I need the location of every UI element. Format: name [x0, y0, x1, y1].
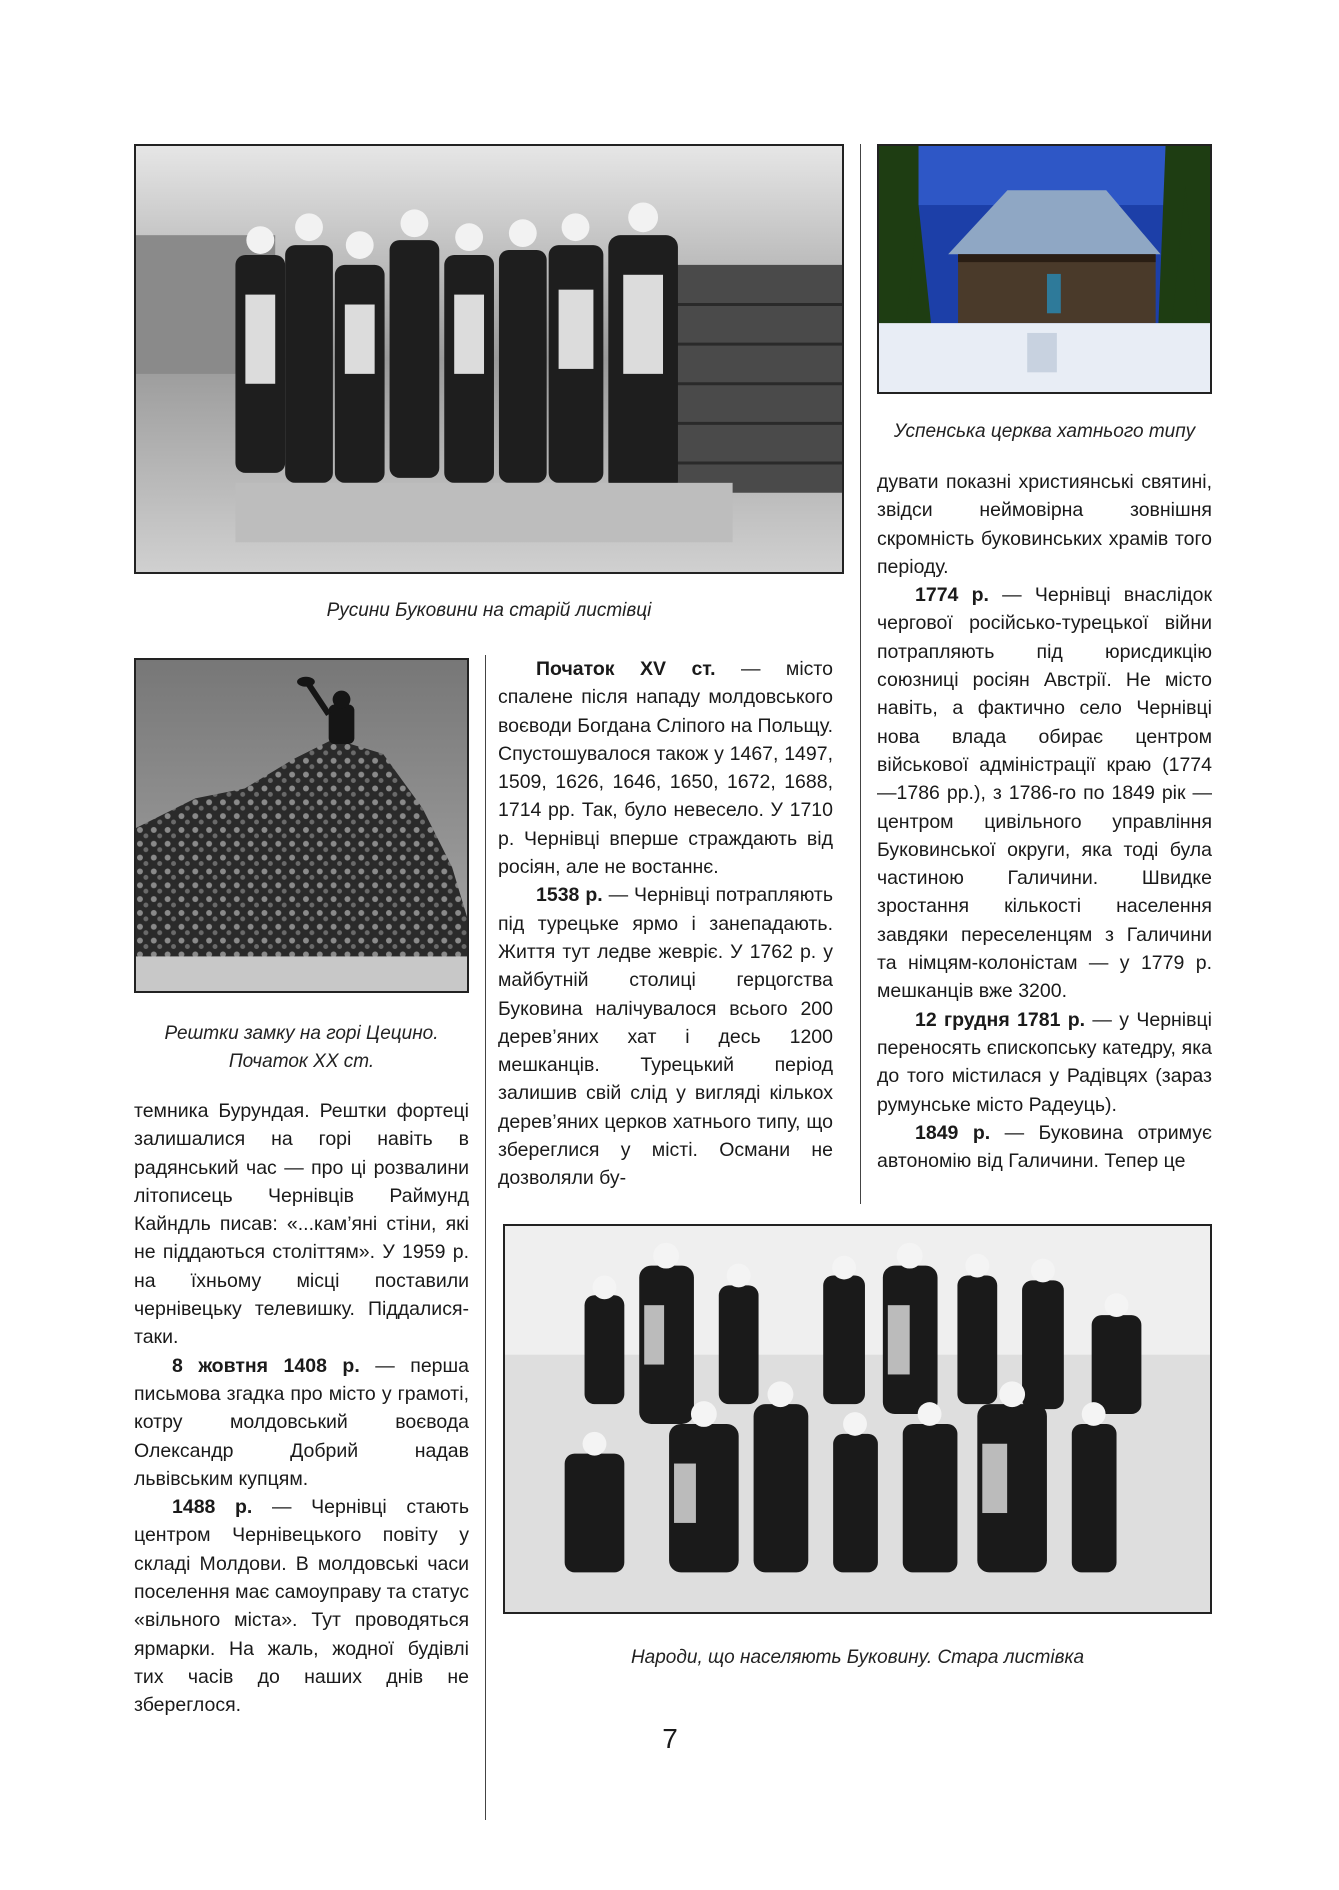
col3-date-1781: 12 грудня 1781 р. — [915, 1008, 1086, 1031]
castle-photo — [134, 658, 469, 993]
col1-text-1488: — Чернівці стають центром Чернівецького повіту у складі Молдови. В молдовські часи поселення має самоуправу та статус «вільного міста». Тут проводяться ярмарки. На жаль, жодної будівлі тих часів до наших днів не збереглося. — [134, 1496, 469, 1717]
col1-date-1408: 8 жовтня 1408 р. — [172, 1354, 360, 1377]
col3-date-1849: 1849 р. — [915, 1121, 991, 1144]
rusyny-photo — [134, 144, 844, 574]
col3-paragraph-2 — [877, 581, 1212, 1005]
col2-paragraph-2 — [498, 881, 833, 1192]
church-caption: Успенська церква хатнього типу — [893, 421, 1196, 442]
page-number: 7 — [662, 1723, 678, 1754]
column-2 — [498, 655, 833, 1193]
church-photo — [877, 144, 1212, 394]
peoples-photo — [503, 1224, 1212, 1614]
peoples-caption: Народи, що населяють Буковину. Стара листівка — [630, 1647, 1085, 1668]
castle-caption-line2: Початок ХХ ст. — [228, 1051, 375, 1072]
castle-caption — [134, 1020, 469, 1076]
col2-date-1538: 1538 р. — [536, 884, 603, 907]
col2-text-1538: — Чернівці потрапляють під турецьке ярмо і занепадають. Життя тут ледве жевріє. У 1762 р. у майбутній столиці герцогства Буковина налічувалося всього 200 дерев’яних хат і десь 1200 мешканців. Турецький період залишив свій слід у вигляді кількох дерев’яних церков хатнього типу, що збереглися у місті. Османи не дозволяли бу- — [498, 884, 833, 1190]
column-1 — [134, 1097, 469, 1720]
col2-paragraph-1 — [498, 655, 833, 881]
column-3 — [877, 468, 1212, 1175]
col3-paragraph-1: дувати показні християнські святині, звідси неймовірна зовнішня скромність буковинських храмів того періоду. — [877, 471, 1212, 578]
col2-date-xv: Початок XV ст. — [536, 658, 716, 680]
col3-text-1774: — Чернівці внаслідок чергової російсько-турецької війни потрапляють під юрисдикцію союзниці росіян Австрії. Не місто навіть, а фактично село Чернівці нова влада обирає центром військової адміністрації краю (1774—1786 рр.), з 1786-го по 1849 рік — центром цивільного управління Буковинської округи, яка тоді була частиною Галичини. Швидке зростання кількості населення завдяки переселенцям з Галичини та німцям-колоністам — у 1779 р. мешканців вже 3200. — [877, 584, 1212, 1003]
col1-paragraph-2 — [134, 1352, 469, 1493]
col1-paragraph-3 — [134, 1493, 469, 1719]
col1-paragraph-1: темника Бурундая. Рештки фортеці залишалися на горі навіть в радянський час — про ці розвалини літописець Чернівців Раймунд Кайндль писав: «...кам’яні стіни, які не піддаються століттям». У 1959 р. на їхньому місці поставили чернівецьку телевишку. Піддалися-таки. — [134, 1100, 469, 1349]
column-rule-1 — [485, 655, 486, 1820]
rusyny-caption: Русини Буковини на старій листівці — [326, 600, 652, 621]
col2-text-xv: — місто спалене після нападу молдовського воєводи Богдана Сліпого на Польщу. Спустошувалося також у 1467, 1497, 1509, 1626, 1646, 1650, 1672, 1688, 1714 рр. Так, було невесело. У 1710 р. Чернівці вперше страждають від росіян, але не востаннє. — [498, 658, 833, 879]
col1-text-1408: — перша письмова згадка про місто у грамоті, котру молдовський воєвода Олександр Добрий надав львівським купцям. — [134, 1354, 469, 1490]
col1-date-1488: 1488 р. — [172, 1496, 253, 1519]
col3-paragraph-3 — [877, 1006, 1212, 1119]
col3-text-1781: — у Чернівці переносять єпископську катедру, яка до того містилася у Радівцях (зараз румунське місто Радеуць). — [877, 1008, 1213, 1116]
col3-text-1849: — Буковина отримує автономію від Галичини. Тепер це — [877, 1121, 1212, 1173]
col3-date-1774: 1774 р. — [915, 584, 989, 607]
col3-paragraph-4 — [877, 1119, 1212, 1176]
column-rule-2 — [860, 144, 861, 1204]
castle-caption-line1: Рештки замку на горі Цецино. — [164, 1023, 439, 1044]
